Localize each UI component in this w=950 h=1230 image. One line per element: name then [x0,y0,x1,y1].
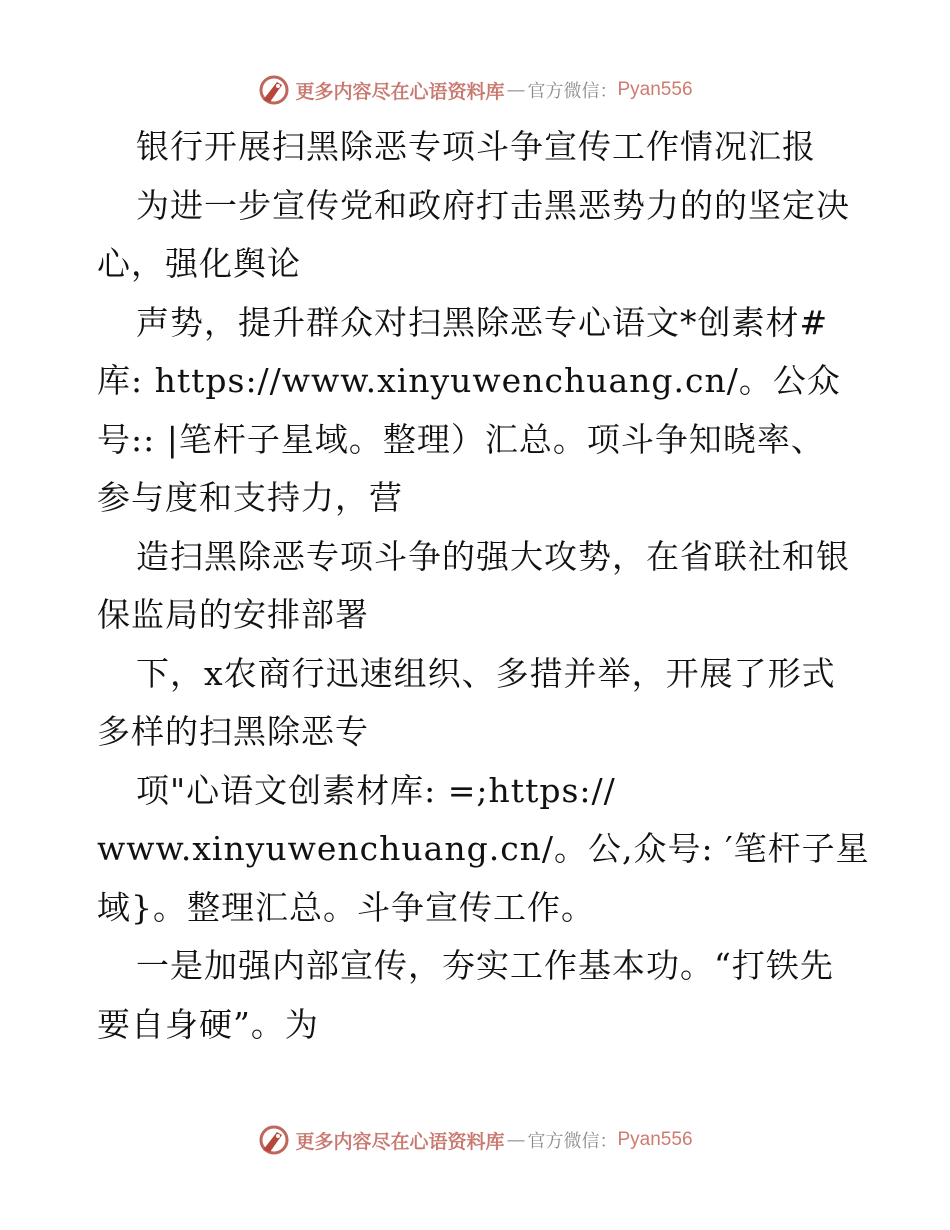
text-line: 银行开展扫黑除恶专项斗争宣传工作情况汇报 [136,127,816,166]
document-body [97,118,870,1054]
text-line: 多样的扫黑除恶专 [97,712,369,751]
pen-nib-logo-icon [257,73,291,107]
pen-nib-logo-icon [257,1123,291,1157]
text-line: 下，x农商行迅速组织、多措并举，开展了形式 [136,653,836,693]
banner-text: 更多内容尽在心语资料库 [295,1130,505,1153]
header-banner [0,70,950,110]
text-line: 为进一步宣传党和政府打击黑恶势力的的坚定决 [136,185,850,225]
text-line: 项"心语文创素材库: =;https:// [136,770,616,810]
banner-text: 更多内容尽在心语资料库 [295,80,505,103]
text-line: 造扫黑除恶专项斗争的强大攻势，在省联社和银 [136,536,850,576]
text-line: 保监局的安排部署 [97,595,369,634]
text-line: www.xinyuwenchuang.cn/。公,众号: ′笔杆子星 [97,829,870,868]
banner-wechat-id: Pyan556 [617,1129,693,1150]
banner-wechat-label: 官方微信： [527,1131,618,1152]
text-line: 心，强化舆论 [97,244,301,283]
text-line: 要自身硬”。为 [97,1004,319,1044]
text-line: 号:: |笔杆子星域。整理）汇总。项斗争知晓率、 [97,419,825,459]
banner-dash: — [506,79,526,101]
text-line: 库: https://www.xinyuwenchuang.cn/。公众 [97,361,841,400]
text-line: 参与度和支持力，营 [97,478,403,517]
text-line: 一是加强内部宣传，夯实工作基本功。“打铁先 [136,946,834,985]
text-line: 域}。整理汇总。斗争宣传工作。 [97,887,595,927]
text-line: 声势，提升群众对扫黑除恶专心语文*创素材# [136,302,829,342]
banner-dash: — [506,1129,526,1151]
footer-banner [0,1120,950,1160]
banner-wechat-id: Pyan556 [617,79,693,100]
banner-wechat-label: 官方微信： [527,81,618,102]
